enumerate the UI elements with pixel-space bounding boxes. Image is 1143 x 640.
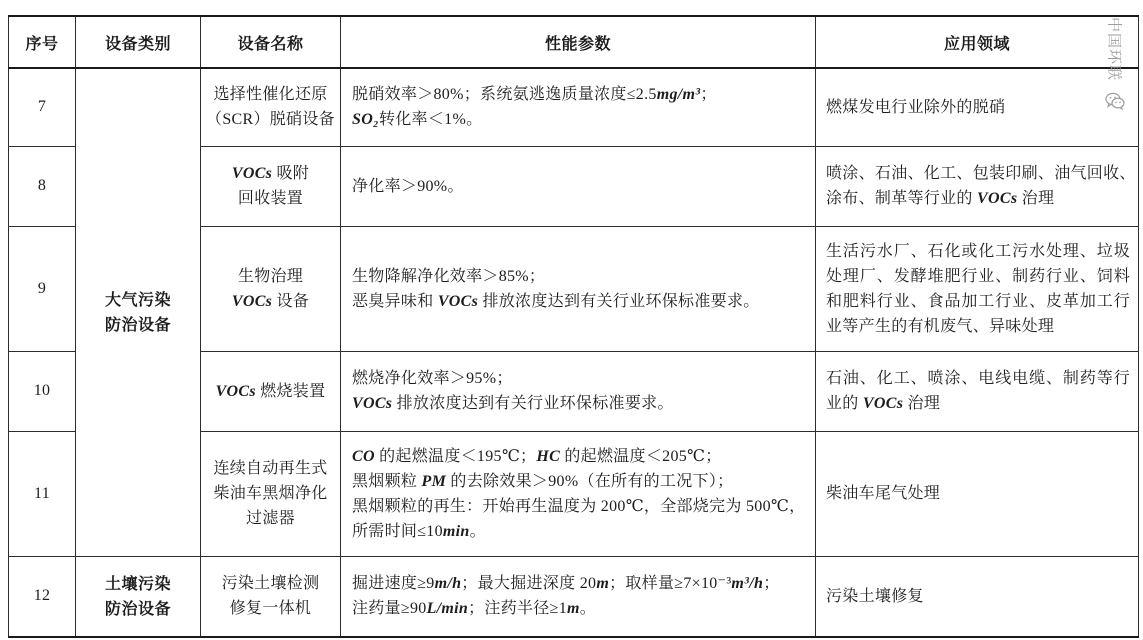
application-line: 和肥料行业、食品加工行业、皮革加工行 xyxy=(826,292,1130,310)
watermark xyxy=(1104,17,1126,110)
unit-term: SO₂ xyxy=(352,111,379,129)
unit-term: VOCs xyxy=(862,395,904,412)
name-line: 柴油车黑烟净化 xyxy=(213,485,328,502)
header-application: 应用领域 xyxy=(816,16,1139,68)
unit-term: L/min xyxy=(426,600,469,618)
application-line: 处理厂、发酵堆肥行业、制药行业、饲料 xyxy=(826,267,1130,285)
unit-term: m xyxy=(567,600,580,618)
unit-term: min xyxy=(442,522,470,540)
name-line: 修复一体机 xyxy=(229,600,312,618)
table-body xyxy=(9,68,1139,637)
name-line: 污染土壤检测 xyxy=(221,575,320,593)
category-line: 防治设备 xyxy=(104,315,171,335)
cell-serial-no: 12 xyxy=(9,556,76,637)
cell-performance-params xyxy=(341,68,816,146)
name-line: 生物治理 xyxy=(237,267,304,285)
unit-term: PM xyxy=(421,472,447,490)
cell-application xyxy=(816,226,1139,351)
header-performance-params: 性能参数 xyxy=(341,16,816,68)
cell-application xyxy=(816,68,1139,146)
cell-category xyxy=(76,556,201,637)
application-line: 污染土壤修复 xyxy=(826,587,924,605)
name-line: VOCs 吸附 xyxy=(231,165,310,182)
unit-term: VOCs xyxy=(215,382,256,400)
params-line: 燃烧净化效率＞95%； xyxy=(352,370,513,387)
cell-equipment-name xyxy=(201,431,341,556)
cell-application xyxy=(816,556,1139,637)
wechat-icon xyxy=(1105,92,1125,110)
header-serial-no: 序号 xyxy=(9,16,76,68)
params-line: 净化率＞90%。 xyxy=(352,177,464,195)
name-line: VOCs 燃烧装置 xyxy=(215,382,326,400)
params-line: 注药量≥90L/min；注药半径≥1m。 xyxy=(352,600,597,618)
params-line: 掘进速度≥9m/h；最大掘进深度 20m；取样量≥7×10⁻³m³/h； xyxy=(352,575,780,593)
application-line: 涂布、制革等行业的 VOCs 治理 xyxy=(826,190,1055,207)
application-line: 石油、化工、喷涂、电线电缆、制药等行 xyxy=(826,370,1130,387)
unit-term: mg/m³ xyxy=(656,86,701,104)
application-line: 柴油车尾气处理 xyxy=(826,485,941,502)
cell-serial-no: 10 xyxy=(9,351,76,431)
params-line: 黑烟颗粒的再生：开始再生温度为 200℃，全部烧完为 500℃， xyxy=(352,497,806,515)
params-line: CO 的起燃温度＜195℃；HC 的起燃温度＜205℃； xyxy=(352,447,722,465)
cell-equipment-name xyxy=(201,146,341,226)
application-line: 燃煤发电行业除外的脱硝 xyxy=(826,98,1006,116)
cell-application xyxy=(816,431,1139,556)
params-line: 黑烟颗粒 PM 的去除效果＞90%（在所有的工况下）； xyxy=(352,472,734,490)
params-line: 脱硝效率＞80%；系统氨逃逸质量浓度≤2.5mg/m³； xyxy=(352,86,717,104)
cell-performance-params xyxy=(341,556,816,637)
header-row xyxy=(9,16,1139,68)
header-category: 设备类别 xyxy=(76,16,201,68)
cell-serial-no: 11 xyxy=(9,431,76,556)
watermark-text: 中国环联 xyxy=(1105,17,1124,82)
table-row xyxy=(9,556,1139,637)
cell-performance-params xyxy=(341,146,816,226)
unit-term: VOCs xyxy=(231,165,273,182)
category-line: 大气污染 xyxy=(104,290,171,310)
name-line: 选择性催化还原 xyxy=(213,86,328,104)
unit-term: m³/h xyxy=(731,575,764,593)
category-line: 防治设备 xyxy=(104,599,171,619)
cell-performance-params xyxy=(341,431,816,556)
name-line: 连续自动再生式 xyxy=(213,460,328,477)
application-line: 喷涂、石油、化工、包装印刷、油气回收、 xyxy=(826,165,1136,182)
application-line: 业等产生的有机废气、异味处理 xyxy=(826,317,1055,335)
cell-equipment-name xyxy=(201,68,341,146)
name-line: 过滤器 xyxy=(246,510,295,527)
application-line: 业的 VOCs 治理 xyxy=(826,395,941,412)
cell-performance-params xyxy=(341,351,816,431)
cell-equipment-name xyxy=(201,351,341,431)
name-line: （SCR）脱硝设备 xyxy=(206,111,335,129)
equipment-table xyxy=(8,15,1139,638)
params-line: SO₂转化率＜1%。 xyxy=(352,111,483,129)
unit-term: CO xyxy=(352,447,375,465)
table-row xyxy=(9,68,1139,146)
unit-term: VOCs xyxy=(352,395,393,412)
cell-performance-params xyxy=(341,226,816,351)
params-line: VOCs 排放浓度达到有关行业环保标准要求。 xyxy=(352,395,674,412)
category-line: 土壤污染 xyxy=(104,574,171,594)
application-line: 生活污水厂、石化或化工污水处理、垃圾 xyxy=(826,242,1130,260)
name-line: 回收装置 xyxy=(237,190,304,207)
unit-term: VOCs xyxy=(977,190,1018,207)
cell-application xyxy=(816,146,1139,226)
unit-term: m xyxy=(596,575,610,593)
unit-term: HC xyxy=(536,447,561,465)
params-line: 恶臭异味和 VOCs 排放浓度达到有关行业环保标准要求。 xyxy=(352,292,760,310)
cell-serial-no: 8 xyxy=(9,146,76,226)
unit-term: VOCs xyxy=(437,292,479,310)
cell-equipment-name xyxy=(201,226,341,351)
cell-application xyxy=(816,351,1139,431)
unit-term: m/h xyxy=(434,575,462,593)
name-line: VOCs 设备 xyxy=(231,292,310,310)
unit-term: VOCs xyxy=(231,292,273,310)
cell-equipment-name xyxy=(201,556,341,637)
cell-serial-no: 9 xyxy=(9,226,76,351)
header-equipment-name: 设备名称 xyxy=(201,16,341,68)
params-line: 生物降解净化效率＞85%； xyxy=(352,267,546,285)
cell-category xyxy=(76,68,201,556)
params-line: 所需时间≤10min。 xyxy=(352,522,486,540)
cell-serial-no: 7 xyxy=(9,68,76,146)
table-header xyxy=(9,16,1139,68)
